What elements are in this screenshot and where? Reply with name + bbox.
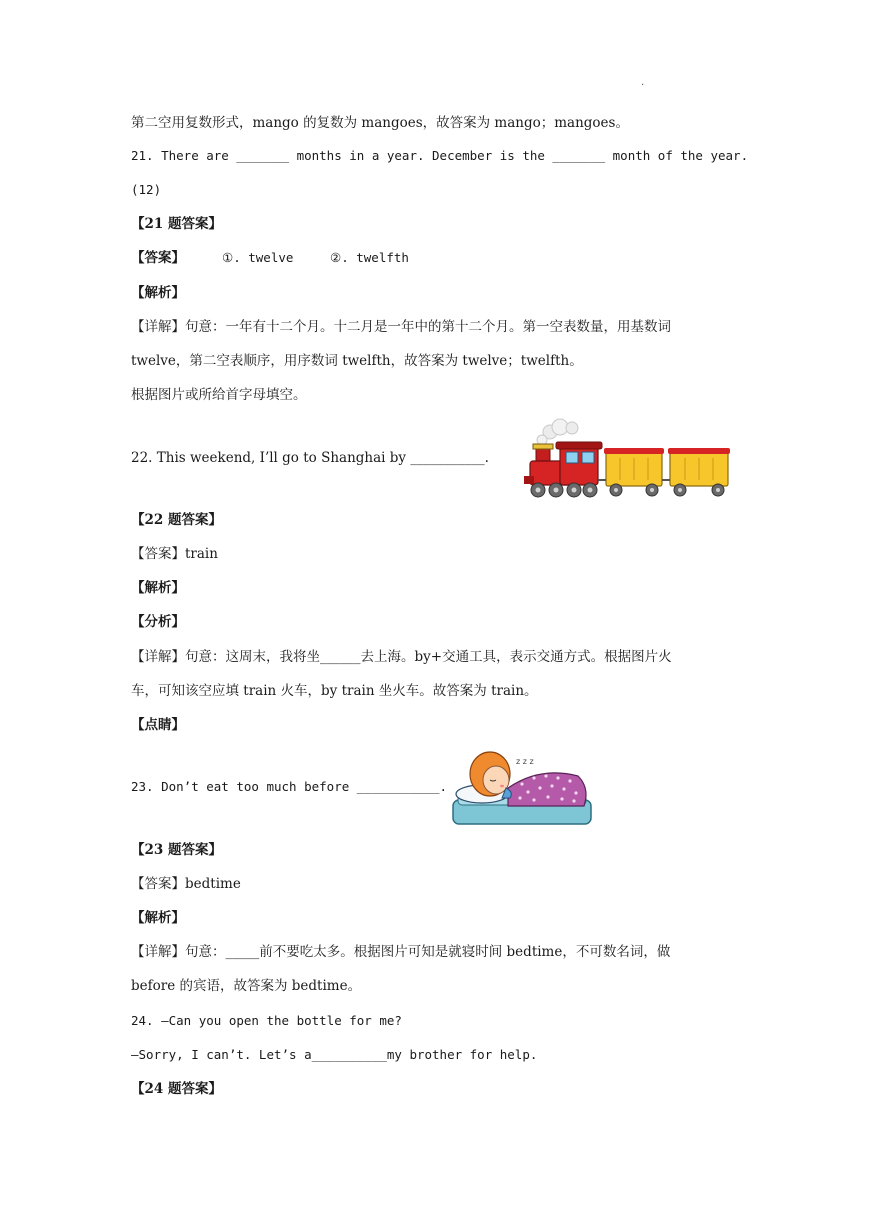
- question-21: 21. There are _______ months in a year. December is the _______ month of the year.: [131, 148, 749, 163]
- answer-21-label: 【答案】: [131, 250, 185, 266]
- answer-21-option-2: ②. twelfth: [330, 250, 409, 265]
- answer-21-analysis: 【解析】: [131, 285, 185, 301]
- sleeping-girl-illustration: [450, 748, 595, 830]
- answer-21-detail-1: 【详解】句意：一年有十二个月。十二月是一年中的第十二个月。第一空表数量，用基数词: [131, 319, 671, 335]
- header-dot: ·: [641, 80, 645, 91]
- answer-22-analysis: 【解析】: [131, 580, 185, 596]
- answer-22-note: 【点睛】: [131, 717, 185, 733]
- answer-23-analysis: 【解析】: [131, 910, 185, 926]
- question-22: 22. This weekend, I’ll go to Shanghai by ___________.: [131, 450, 489, 466]
- answer-22-detail-1: 【详解】句意：这周末，我将坐______去上海。by+交通工具，表示交通方式。根据图片火: [131, 649, 672, 665]
- answer-22-breakdown: 【分析】: [131, 614, 185, 630]
- answer-21-heading: 【21 题答案】: [131, 216, 222, 232]
- question-24-line-2: —Sorry, I can’t. Let’s a__________my brother for help.: [131, 1047, 538, 1062]
- answer-23-detail-2: before 的宾语，故答案为 bedtime。: [131, 978, 362, 994]
- answer-22-detail-2: 车，可知该空应填 train 火车，by train 坐火车。故答案为 train。: [131, 683, 538, 699]
- question-24-line-1: 24. —Can you open the bottle for me?: [131, 1013, 402, 1028]
- section-intro: 根据图片或所给首字母填空。: [131, 387, 307, 403]
- question-21-hint: (12): [131, 182, 162, 197]
- answer-21-detail-2: twelve，第二空表顺序，用序数词 twelfth，故答案为 twelve；twelfth。: [131, 353, 583, 369]
- answer-21-option-1: ①. twelve: [222, 250, 294, 265]
- train-illustration: [522, 418, 737, 502]
- text-line: 第二空用复数形式，mango 的复数为 mangoes，故答案为 mango；mangoes。: [131, 115, 629, 131]
- answer-23-detail-1: 【详解】句意：_____前不要吃太多。根据图片可知是就寝时间 bedtime，不可数名词，做: [131, 944, 671, 960]
- question-23: 23. Don’t eat too much before ___________.: [131, 779, 448, 794]
- zzz-label: z z z: [516, 757, 534, 766]
- answer-22-answer: 【答案】train: [131, 546, 218, 562]
- answer-23-heading: 【23 题答案】: [131, 842, 222, 858]
- answer-24-heading: 【24 题答案】: [131, 1081, 222, 1097]
- answer-22-heading: 【22 题答案】: [131, 512, 222, 528]
- answer-23-answer: 【答案】bedtime: [131, 876, 241, 892]
